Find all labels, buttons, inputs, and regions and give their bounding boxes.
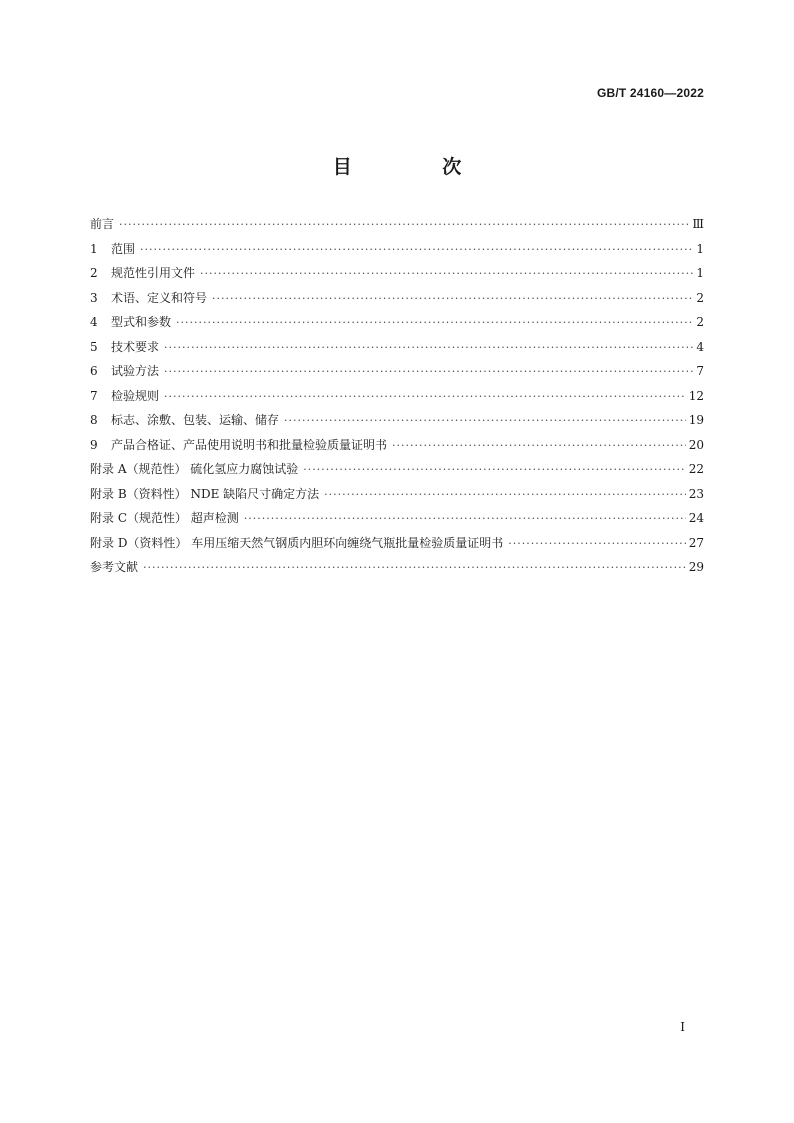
toc-entry-label [90, 436, 387, 453]
toc-entry-title: 试验方法 [111, 364, 160, 378]
toc-entry-number: 8 [90, 413, 98, 427]
toc-entry[interactable] [90, 387, 704, 412]
toc-entry-number: 6 [90, 364, 98, 378]
toc-entry-number: 7 [90, 388, 98, 403]
toc-entry[interactable] [90, 264, 704, 289]
toc-entry[interactable] [90, 436, 704, 461]
toc-entry-label [90, 387, 159, 404]
toc-entry-label [90, 289, 207, 306]
toc-entry-page: 27 [688, 535, 704, 550]
toc-leader-dots [244, 512, 686, 525]
toc-leader-dots [303, 463, 685, 476]
toc-leader-dots [176, 316, 693, 329]
toc-entry[interactable] [90, 558, 704, 583]
toc-entry-page: 1 [696, 266, 704, 280]
toc-entry[interactable] [90, 313, 704, 338]
toc-entry-number: 1 [90, 241, 98, 256]
toc-entry-label [90, 264, 195, 281]
toc-entry-title: 检验规则 [111, 388, 160, 403]
toc-entry-label [90, 240, 135, 257]
toc-leader-dots [392, 439, 686, 452]
toc-entry-title: 型式和参数 [111, 315, 172, 329]
toc-entry-number: 9 [90, 437, 98, 452]
toc-entry-title: 附录 B（资料性） NDE 缺陷尺寸确定方法 [90, 486, 320, 501]
toc-entry-title: 术语、定义和符号 [111, 290, 208, 305]
toc-entry-title: 附录 D（资料性） 车用压缩天然气钢质内胆环向缠绕气瓶批量检验质量证明书 [90, 535, 504, 550]
toc-leader-dots [164, 390, 686, 403]
toc-entry-page: 1 [696, 241, 704, 256]
toc-entry[interactable] [90, 509, 704, 534]
toc-leader-dots [164, 365, 693, 378]
toc-entry[interactable] [90, 338, 704, 363]
toc-entry-page: 2 [696, 315, 704, 329]
toc-entry[interactable] [90, 215, 704, 240]
toc-leader-dots [324, 488, 686, 501]
table-of-contents [90, 215, 704, 583]
toc-leader-dots [143, 561, 686, 574]
toc-entry[interactable] [90, 289, 704, 314]
toc-entry[interactable] [90, 240, 704, 265]
toc-entry[interactable] [90, 411, 704, 436]
toc-entry-number: 3 [90, 290, 98, 305]
toc-entry-page: 19 [688, 413, 704, 427]
toc-entry-page: 4 [696, 339, 704, 354]
toc-leader-dots [119, 218, 689, 231]
toc-leader-dots [212, 292, 693, 305]
toc-leader-dots [164, 341, 693, 354]
toc-leader-dots [200, 267, 693, 280]
toc-entry-title: 产品合格证、产品使用说明书和批量检验质量证明书 [111, 437, 388, 452]
standard-number: GB/T 24160—2022 [596, 86, 704, 100]
toc-entry-label [90, 460, 298, 477]
toc-entry-title: 参考文献 [90, 560, 139, 574]
toc-entry-title: 前言 [90, 217, 115, 231]
toc-entry-page: 7 [696, 364, 704, 378]
toc-entry-page: 2 [696, 290, 704, 305]
toc-entry-label [90, 215, 114, 232]
toc-entry-title: 附录 C（规范性） 超声检测 [90, 511, 239, 525]
toc-entry-title: 标志、涂敷、包装、运输、储存 [111, 413, 280, 427]
toc-entry-page: 23 [688, 486, 704, 501]
toc-entry-page: 12 [688, 388, 704, 403]
toc-entry-label [90, 509, 239, 526]
toc-entry[interactable] [90, 534, 704, 559]
toc-leader-dots [284, 414, 686, 427]
toc-entry-page: 22 [688, 462, 704, 476]
toc-entry[interactable] [90, 485, 704, 510]
toc-leader-dots [140, 243, 693, 256]
toc-entry-number: 2 [90, 266, 98, 280]
toc-entry-label [90, 534, 503, 551]
toc-entry-label [90, 313, 171, 330]
toc-entry-page: 20 [688, 437, 704, 452]
toc-entry-page: 29 [688, 560, 704, 574]
page-title: 目 次 [332, 156, 504, 178]
toc-entry-label [90, 411, 279, 428]
toc-entry[interactable] [90, 362, 704, 387]
toc-leader-dots [508, 537, 685, 550]
toc-entry-label [90, 362, 159, 379]
toc-entry-title: 规范性引用文件 [111, 266, 196, 280]
page-number: I [680, 1020, 685, 1034]
toc-entry-page: 24 [688, 511, 704, 525]
toc-entry-number: 5 [90, 339, 98, 354]
toc-entry-title: 技术要求 [111, 339, 160, 354]
toc-entry-label [90, 485, 319, 502]
toc-entry[interactable] [90, 460, 704, 485]
toc-entry-title: 范围 [111, 241, 136, 256]
toc-entry-label [90, 558, 138, 575]
toc-entry-number: 4 [90, 315, 98, 329]
toc-entry-label [90, 338, 159, 355]
toc-entry-title: 附录 A（规范性） 硫化氢应力腐蚀试验 [90, 462, 299, 476]
toc-entry-page: Ⅲ [692, 217, 704, 231]
